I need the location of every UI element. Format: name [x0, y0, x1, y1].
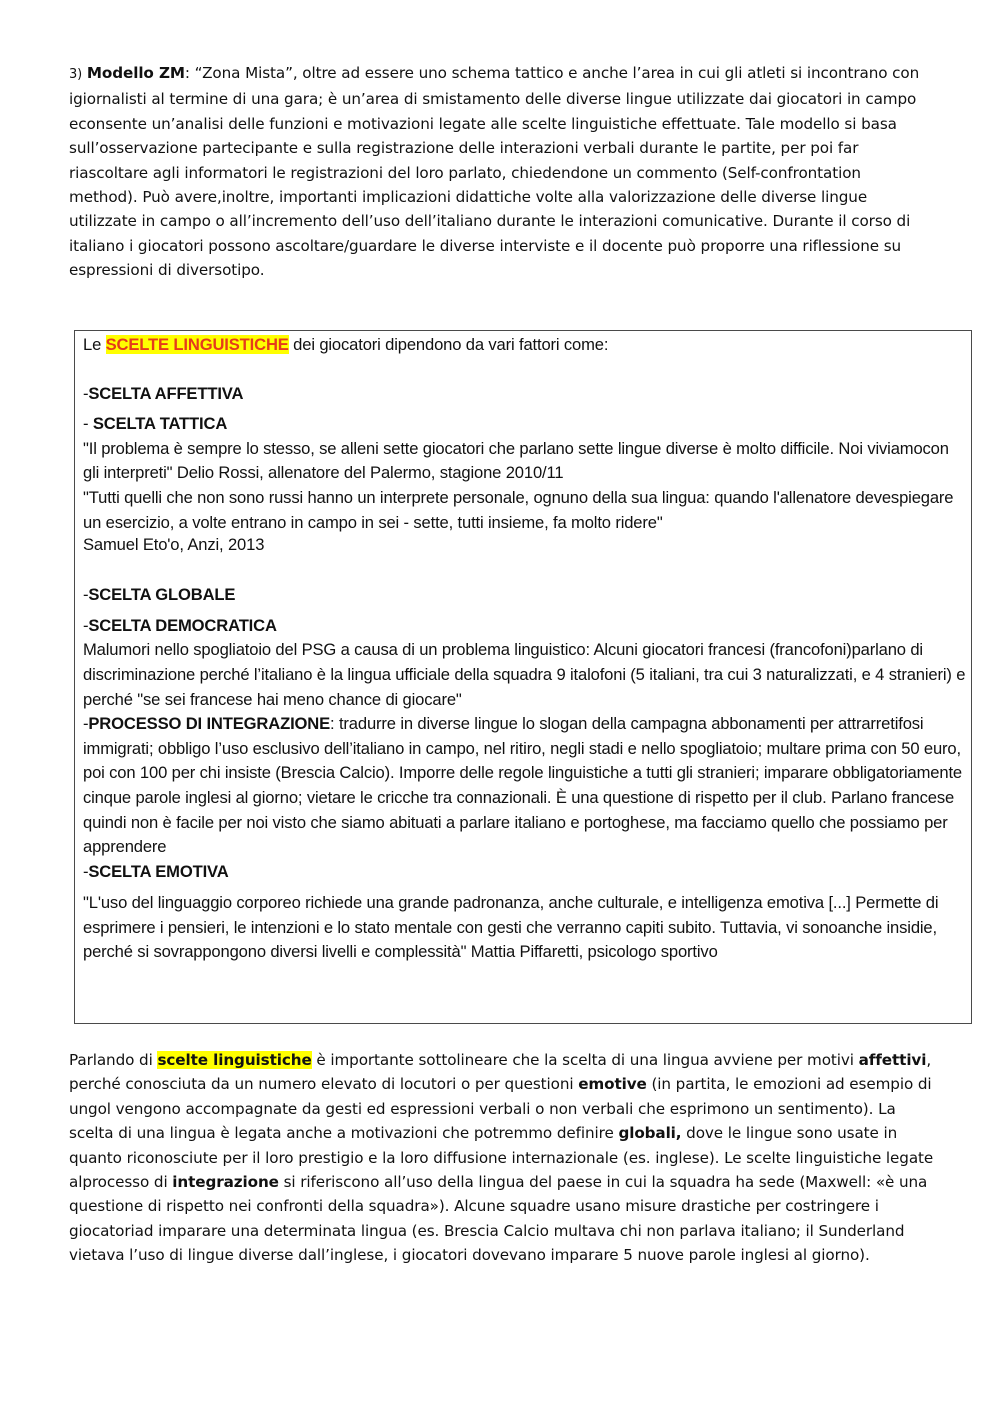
integrazione-paragraph: -PROCESSO DI INTEGRAZIONE: tradurre in diverse lingue lo slogan della campagna abbonamenti per attrarretifosi immigrati; obbligo l’uso esclusivo dell’italiano in campo, nel ritiro, negli stadi e nello spogliatoio; multare prima con 50 euro, poi con 100 per chi insiste (Brescia Calcio). Imporre delle regole linguistiche a tutti gli stranieri; imparare obbligatoriamente cinque parole inglesi al giorno; vietare le cricche tra connazionali. È una questione di rispetto per il club. Parlano francese quindi non è facile per noi visto che siamo abituati a parlare italiano e portoghese, ma facciamo quello che possiamo per apprendere — [83, 714, 962, 857]
box-intro: Le SCELTE LINGUISTICHE dei giocatori dipendono da vari fattori come: — [83, 335, 609, 354]
heading-processo-integrazione: PROCESSO DI INTEGRAZIONE — [88, 714, 331, 734]
quote-etoo-source: Samuel Eto'o, Anzi, 2013 — [83, 535, 265, 555]
box-content — [83, 333, 968, 965]
section-number: 3) — [69, 67, 83, 82]
heading-scelta-democratica: -SCELTA DEMOCRATICA — [83, 615, 277, 635]
quote-delio-rossi: "Il problema è sempre lo stesso, se alleni sette giocatori che parlano sette lingue diverse è molto difficile. Noi viviamocon gli interpreti" Delio Rossi, allenatore del Palermo, stagione 2010/11 — [83, 438, 949, 483]
intro-text: : “Zona Mista”, oltre ad essere uno schema tattico e anche l’area in cui gli atleti si incontrano con igiornalisti al termine di una gara; è un’area di smistamento delle diverse lingue utilizzate dai giocatori in campo econsente un’analisi delle funzioni e motivazioni legate alle scelte linguistiche effettuate. Tale modello si basa sull’osservazione partecipante e sulla registrazione delle interazioni verbali durante le partite, per poi far riascoltare agli informatori le registrazioni del loro parlato, chiedendone un commento (Self-confrontation method). Può avere,inoltre, importanti implicazioni didattiche volte alla valorizzazione delle diverse lingue utilizzate in campo o all’incremento dell’uso dell’italiano durante le interazioni comunicative. Durante il corso di italiano i giocatori possono ascoltare/guardare le diverse interviste e il docente può proporre una riflessione su espressioni di diversotipo. — [69, 64, 920, 280]
heading-scelta-tattica: - SCELTA TATTICA — [83, 414, 228, 434]
outro-paragraph: Parlando di scelte linguistiche è importante sottolineare che la scelta di una lingua avviene per motivi affettivi, perché conosciuta da un numero elevato di locutori o per questioni emotive (in partita, le emozioni ad esempio di ungol vengono accompagnate da gesti ed espressioni verbali o non verbali che esprimono un sentimento). La scelta di una lingua è legata anche a motivazioni che potremmo definire globali, dove le lingue sono usate in quanto riconosciute per il loro prestigio e la loro diffusione internazionale (es. inglese). Le scelte linguistiche legate alprocesso di integrazione si riferiscono all’uso della lingua del paese in cui la squadra ha sede (Maxwell: «è una questione di rispetto nei confronti della squadra»). Alcune squadre usano misure drastiche per costringere i giocatoriad imparare una determinata lingua (es. Brescia Calcio multava chi non parlava italiano; il Sunderland vietava l’uso di lingue diverse dall’inglese, i giocatori dovevano imparare 5 nuove parole inglesi al giorno). — [69, 1051, 934, 1265]
heading-scelta-affettiva: -SCELTA AFFETTIVA — [83, 383, 244, 403]
model-title: Modello ZM — [86, 64, 185, 82]
highlight-scelte-linguistiche: SCELTE LINGUISTICHE — [105, 335, 289, 354]
democratica-text: Malumori nello spogliatoio del PSG a causa di un problema linguistico: Alcuni giocatori francesi (francofoni)parlano di discriminazione perché l’italiano è la lingua ufficiale della squadra 9 italofoni (5 italiani, tra cui 3 naturalizzati, e 4 stranieri) e perché "se sei francese hai meno chance di giocare" — [83, 640, 966, 709]
intro-paragraph — [69, 61, 929, 283]
linguistic-choices-box — [74, 330, 972, 1024]
heading-scelta-globale: -SCELTA GLOBALE — [83, 585, 236, 605]
heading-scelta-emotiva: -SCELTA EMOTIVA — [83, 861, 229, 881]
emotiva-text: "L'uso del linguaggio corporeo richiede una grande padronanza, anche culturale, e intelligenza emotiva [...] Permette di esprimere i pensieri, le intenzioni e lo stato mentale con gesti che verranno capiti subito. Tuttavia, vi sonoanche insidie, perché si sovrappongono diversi livelli e complessità" Mattia Piffaretti, psicologo sportivo — [83, 893, 939, 962]
highlight-scelte-linguistiche-lower: scelte linguistiche — [157, 1051, 312, 1069]
quote-etoo: "Tutti quelli che non sono russi hanno un interprete personale, ognuno della sua lingua: quando l'allenatore devespiegare un esercizio, a volte entrano in campo in sei - sette, tutti insieme, fa molto ridere" — [83, 487, 954, 532]
